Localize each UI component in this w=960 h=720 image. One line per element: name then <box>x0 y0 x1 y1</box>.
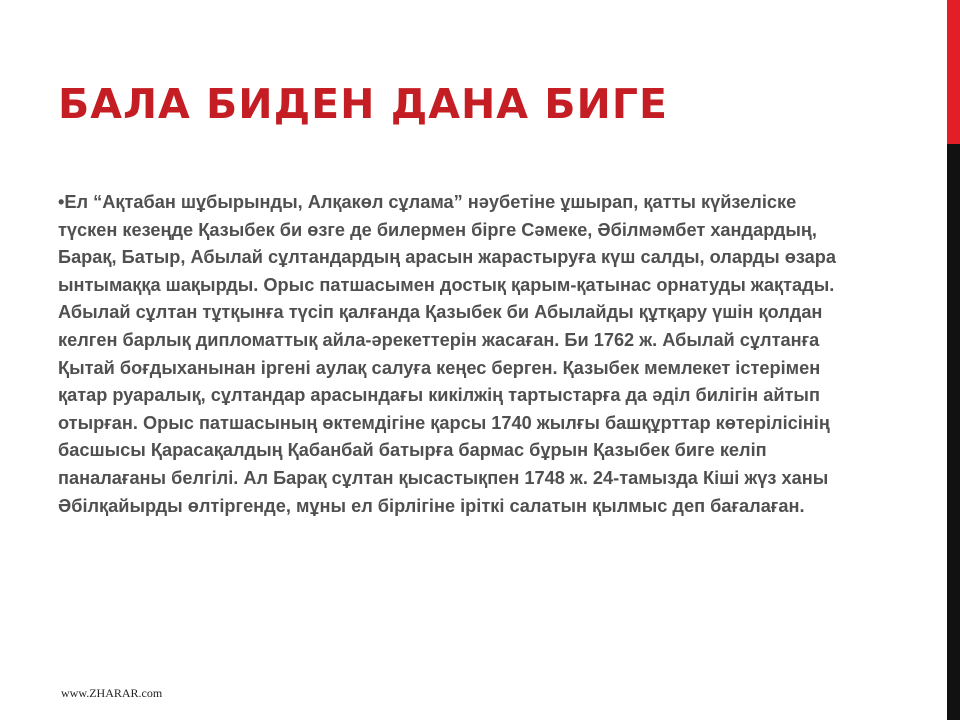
accent-bar-black <box>947 144 960 720</box>
bullet-text: Ел “Ақтабан шұбырынды, Алқакөл сұлама” нәубетіне ұшырап, қатты күйзеліске түскен кезеңде Қазыбек би өзге де билермен бірге Сәмеке, Әбілмәмбет хандардың, Барақ, Батыр, Абылай сұлтандардың арасын жарастыруға күш салды, оларды өзара ынтымаққа шақырды. Орыс патшасымен достық қарым-қатынас орнатуды жақтады. Абылай сұлтан тұтқынға түсіп қалғанда Қазыбек би Абылайды құтқару үшін қолдан келген барлық дипломаттық айла-әрекеттерін жасаған. Би 1762 ж. Абылай сұлтанға Қытай боғдыханынан іргені аулақ салуға кеңес берген. Қазыбек мемлекет істерімен қатар руаралық, сұлтандар арасындағы кикілжің тартыстарға да әділ билігін айтып отырған. Орыс патшасының өктемдігіне қарсы 1740 жылғы башқұрттар көтерілісінің басшысы Қарасақалдың Қабанбай батырға бармас бұрын Қазыбек биге келіп паналағаны белгілі. Ал Барақ сұлтан қысастықпен 1748 ж. 24-тамызда Кіші жүз ханы Әбілқайырды өлтіргенде, мұны ел бірлігіне іріткі салатын қылмыс деп бағалаған. <box>58 192 836 516</box>
footer-source: www.ZHARAR.com <box>61 686 163 700</box>
bullet-paragraph <box>58 189 848 520</box>
bullet-marker: • <box>58 192 65 212</box>
slide-title: БАЛА БИДЕН ДАНА БИГЕ <box>58 80 668 128</box>
accent-bar-red <box>947 0 960 144</box>
